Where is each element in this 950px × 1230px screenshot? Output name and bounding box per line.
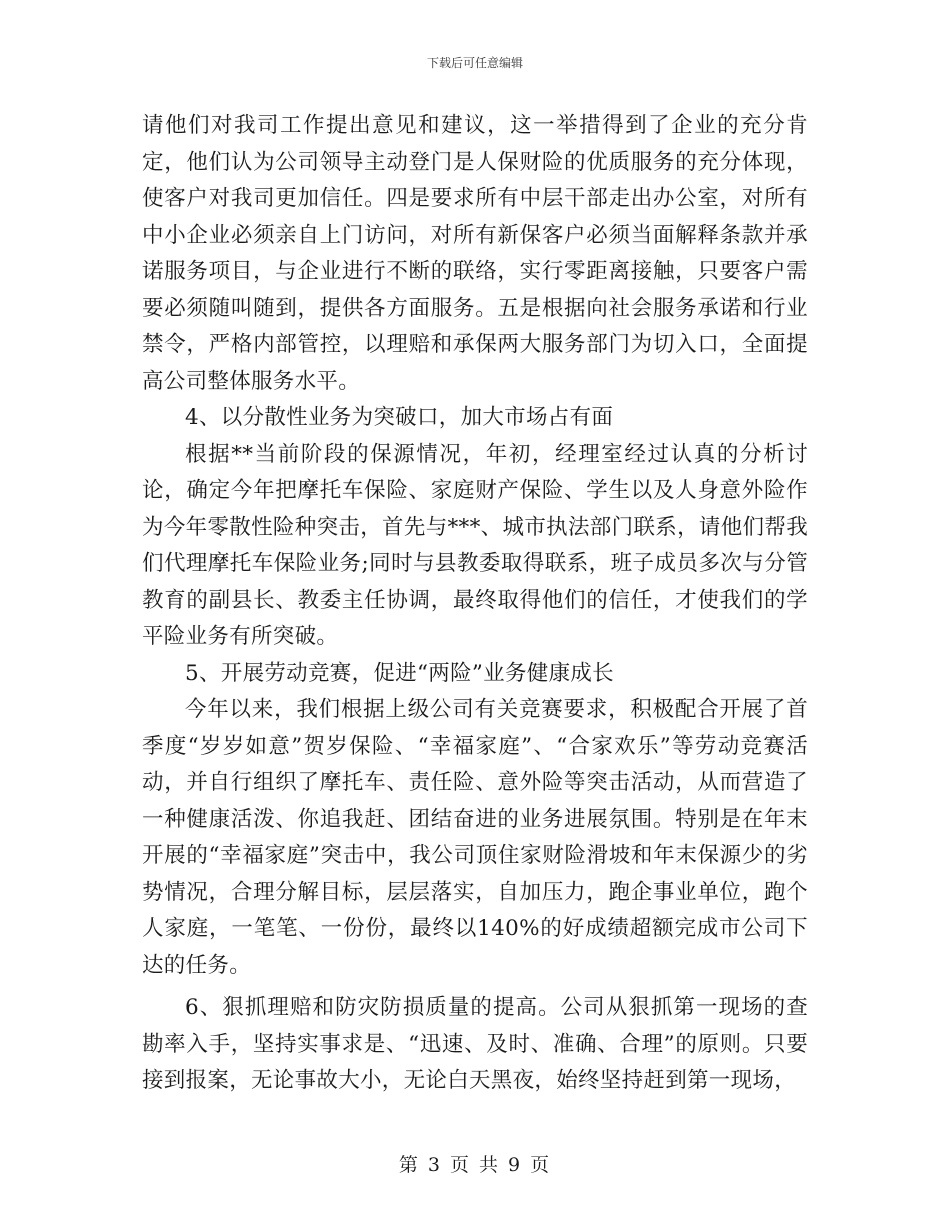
page-header: 下载后可任意编辑 [426,56,523,70]
paragraph-section-6: 6、狠抓理赔和防灾防损质量的提高。公司从狠抓第一现场的查勘率入手，坚持实事求是、“迅速、及时、准确、合理”的原则。只要接到报案，无论事故大小，无论白天黑夜，始终坚持赶到第一现场， [142,995,808,1093]
document-body [142,108,808,1100]
paragraph-continuation: 请他们对我司工作提出意见和建议，这一举措得到了企业的充分肯定，他们认为公司领导主动登门是人保财险的优质服务的充分体现，使客户对我司更加信任。四是要求所有中层干部走出办公室，对所有中小企业必须亲自上门访问，对所有新保客户必须当面解释条款并承诺服务项目，与企业进行不断的联络，实行零距离接触，只要客户需要必须随叫随到，提供各方面服务。五是根据向社会服务承诺和行业禁令，严格内部管控，以理赔和承保两大服务部门为切入口，全面提高公司整体服务水平。 [142,113,808,394]
page-footer: 第 3 页 共 9 页 [398,1154,552,1176]
section-heading-5: 5、开展劳动竞赛，促进“两险”业务健康成长 [185,660,614,686]
section-heading-4: 4、以分散性业务为突破口，加大市场占有面 [185,405,614,430]
paragraph-section-5: 今年以来，我们根据上级公司有关竞赛要求，积极配合开展了首季度“岁岁如意”贺岁保险、“幸福家庭”、“合家欢乐”等劳动竞赛活动，并自行组织了摩托车、责任险、意外险等突击活动，从而营造了一种健康活泼、你追我赶、团结奋进的业务进展氛围。特别是在年末开展的“幸福家庭”突击中，我公司顶住家财险滑坡和年末保源少的劣势情况，合理分解目标，层层落实，自加压力，跑企事业单位，跑个人家庭，一笔笔、一份份，最终以140%的好成绩超额完成市公司下达的任务。 [142,697,808,978]
paragraph-section-4: 根据**当前阶段的保源情况，年初，经理室经过认真的分析讨论，确定今年把摩托车保险、家庭财产保险、学生以及人身意外险作为今年零散性险种突击，首先与***、城市执法部门联系，请他们帮我们代理摩托车保险业务;同时与县教委取得联系，班子成员多次与分管教育的副县长、教委主任协调，最终取得他们的信任，才使我们的学平险业务有所突破。 [142,441,808,649]
